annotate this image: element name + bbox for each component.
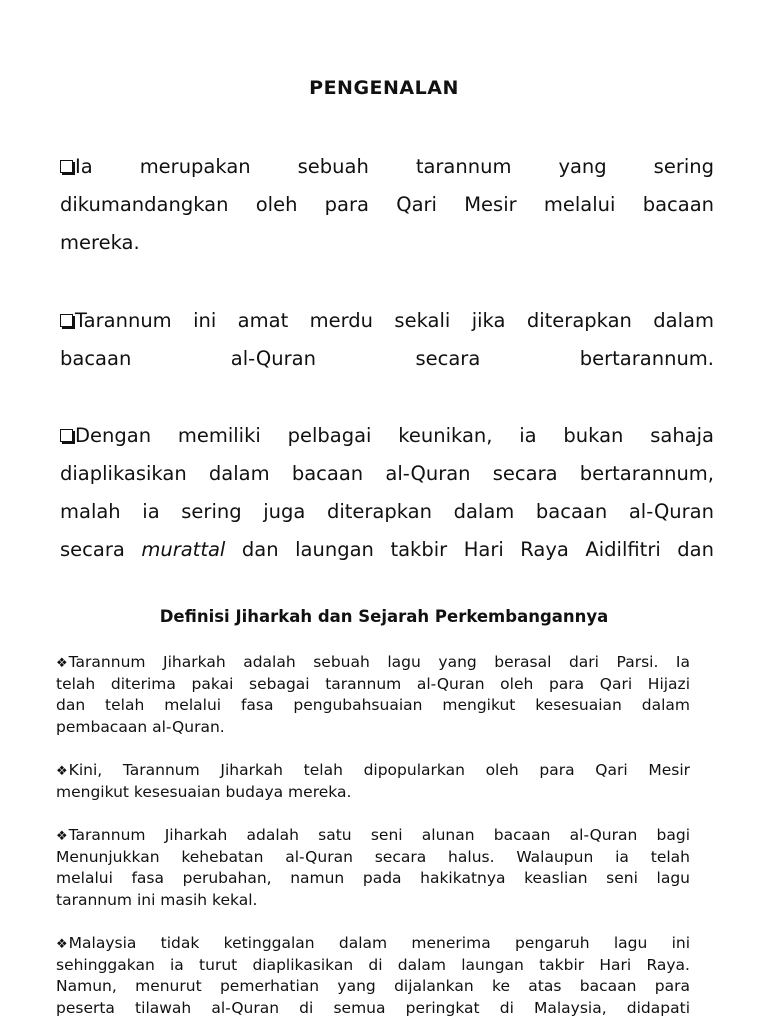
definition-line: mengikut kesesuaian budaya mereka. [56,782,352,801]
definition-text: Tarannum Jiharkah adalah sebuah lagu yang berasal dari Parsi. Ia [68,653,690,671]
definition-line: pembacaan al-Quran. [56,718,225,737]
intro-text: Tarannum ini amat merdu sekali jika diterapkan dalam [75,309,714,332]
intro-point-3 [60,417,714,569]
checkbox-icon [60,314,73,327]
diamond-icon: ❖ [56,764,68,779]
intro-text: dan laungan takbir Hari Raya Aidilfitri dan [225,538,714,561]
intro-text: Dengan memiliki pelbagai keunikan, ia bukan sahaja [75,424,714,447]
intro-point-line: diaplikasikan dalam bacaan al-Quran secara bertarannum, [60,462,714,485]
definition-point-4 [56,933,690,1020]
intro-point-line: bacaan al-Quran secara bertarannum. [60,347,714,370]
definition-line: tarannum ini masih kekal. [56,891,258,910]
diamond-icon: ❖ [56,937,68,952]
definition-point-1 [56,652,690,739]
section-title: Definisi Jiharkah dan Sejarah Perkembangannya [159,607,609,626]
diamond-icon: ❖ [56,829,68,844]
definition-line [56,933,690,955]
definition-line [56,652,690,674]
intro-point-1 [60,148,714,262]
intro-text: secara [60,538,142,561]
definition-line [56,825,690,847]
intro-point-line [60,417,714,455]
intro-point-line: dikumandangkan oleh para Qari Mesir melalui bacaan [60,193,714,216]
definition-line: sehinggakan ia turut diaplikasikan di dalam laungan takbir Hari Raya. [56,955,690,974]
intro-point-line [60,302,714,340]
intro-text: Ia merupakan sebuah tarannum yang sering [75,155,714,178]
diamond-icon: ❖ [56,656,68,671]
definition-line: Namun, menurut pemerhatian yang dijalankan ke atas bacaan para [56,977,690,996]
definition-point-2 [56,760,690,803]
definition-line: melalui fasa perubahan, namun pada hakikatnya keaslian seni lagu [56,869,690,888]
definition-text: Malaysia tidak ketinggalan dalam menerima pengaruh lagu ini [68,934,690,952]
definition-line: Menunjukkan kehebatan al-Quran secara halus. Walaupun ia telah [56,847,690,866]
definition-point-3 [56,825,690,912]
checkbox-icon [60,429,73,442]
checkbox-icon [60,160,73,173]
page-title: PENGENALAN [309,77,459,99]
intro-point-line: malah ia sering juga diterapkan dalam bacaan al-Quran [60,500,714,523]
definition-line: peserta tilawah al-Quran di semua peringkat di Malaysia, didapati [56,999,690,1018]
intro-point-2 [60,302,714,378]
definition-line [56,760,690,782]
intro-point-line: mereka. [60,231,140,254]
definition-text: Kini, Tarannum Jiharkah telah dipopularkan oleh para Qari Mesir [68,761,690,779]
definition-text: Tarannum Jiharkah adalah satu seni alunan bacaan al-Quran bagi [68,826,690,844]
intro-point-line [60,531,714,569]
definition-line: telah diterima pakai sebagai tarannum al-Quran oleh para Qari Hijazi [56,674,690,693]
intro-point-line [60,148,714,186]
italic-term: murattal [141,538,226,561]
definition-line: dan telah melalui fasa pengubahsuaian mengikut kesesuaian dalam [56,696,690,715]
